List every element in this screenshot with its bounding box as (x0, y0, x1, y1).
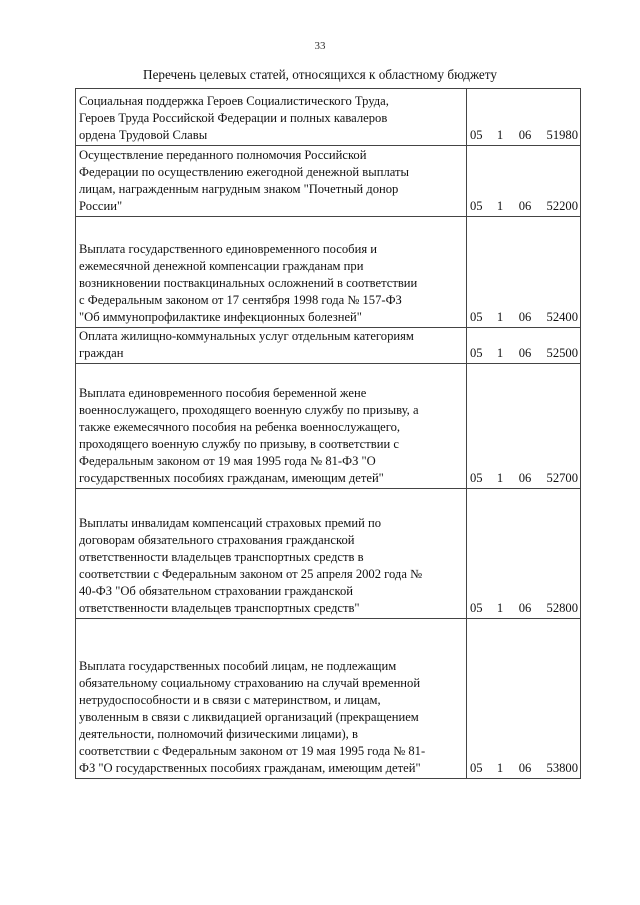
article-code (467, 89, 581, 146)
table-row (76, 217, 581, 328)
page-number: 33 (314, 40, 326, 52)
code-subsection: 1 (496, 199, 504, 213)
code-section: 05 (470, 346, 483, 360)
article-name: Выплата государственного единовременного пособия и ежемесячной денежной компенсации гражданам при возникновении поствакцинальных осложнений в соответствии с Федеральным законом от 17 сентября 1998 года № 157-ФЗ "Об иммунопрофилактике инфекционных болезней" (76, 217, 467, 328)
code-subsection: 1 (496, 761, 504, 775)
table-row (76, 619, 581, 779)
article-name: Оплата жилищно-коммунальных услуг отдельным категориям граждан (76, 328, 467, 364)
table-row (76, 328, 581, 364)
code-target: 52500 (546, 346, 578, 360)
code-item: 06 (518, 601, 532, 615)
code-target: 52800 (546, 601, 578, 615)
article-name: Осуществление переданного полномочия Российской Федерации по осуществлению ежегодной денежной выплаты лицам, награжденным нагрудным знаком "Почетный донор России" (76, 146, 467, 217)
code-item: 06 (518, 310, 532, 324)
code-target: 53800 (546, 761, 578, 775)
code-target: 51980 (546, 128, 578, 142)
article-name: Выплата единовременного пособия беременной жене военнослужащего, проходящего военную службу по призыву, а также ежемесячного пособия на ребенка военнослужащего, проходящего военную службу по призыву, в соответствии с Федеральным законом от 19 мая 1995 года № 81-ФЗ "О государственных пособиях гражданам, имеющим детей" (76, 364, 467, 489)
article-code (467, 619, 581, 779)
article-name: Выплата государственных пособий лицам, не подлежащим обязательному социальному страхованию на случай временной нетрудоспособности и в связи с материнством, и лицам, уволенным в связи с ликвидацией организаций (прекращением деятельности, полномочий физическими лицами), в соответствии с Федеральным законом от 19 мая 1995 года № 81- ФЗ "О государственных пособиях гражданам, имеющим детей" (76, 619, 467, 779)
table-row (76, 489, 581, 619)
article-name: Выплаты инвалидам компенсаций страховых премий по договорам обязательного страхования гражданской ответственности владельцев транспортных средств в соответствии с Федеральным законом от 25 апреля 2002 года № 40-ФЗ "Об обязательном страховании гражданской ответственности владельцев транспортных средств" (76, 489, 467, 619)
code-subsection: 1 (496, 471, 504, 485)
table-row (76, 364, 581, 489)
code-section: 05 (470, 601, 483, 615)
code-subsection: 1 (496, 128, 504, 142)
code-item: 06 (518, 199, 532, 213)
code-section: 05 (470, 471, 483, 485)
code-subsection: 1 (496, 310, 504, 324)
document-title: Перечень целевых статей, относящихся к областному бюджету (143, 67, 497, 82)
code-subsection: 1 (496, 601, 504, 615)
table-row (76, 89, 581, 146)
code-target: 52400 (546, 310, 578, 324)
article-code (467, 328, 581, 364)
article-code (467, 217, 581, 328)
code-item: 06 (518, 346, 532, 360)
code-target: 52700 (546, 471, 578, 485)
article-code (467, 489, 581, 619)
target-articles-table (75, 88, 581, 779)
code-section: 05 (470, 310, 483, 324)
code-item: 06 (518, 471, 532, 485)
code-item: 06 (518, 761, 532, 775)
code-section: 05 (470, 128, 483, 142)
code-item: 06 (518, 128, 532, 142)
code-target: 52200 (546, 199, 578, 213)
article-code (467, 146, 581, 217)
code-subsection: 1 (496, 346, 504, 360)
article-code (467, 364, 581, 489)
code-section: 05 (470, 199, 483, 213)
article-name: Социальная поддержка Героев Социалистического Труда, Героев Труда Российской Федерации и полных кавалеров ордена Трудовой Славы (76, 89, 467, 146)
code-section: 05 (470, 761, 483, 775)
table-row (76, 146, 581, 217)
